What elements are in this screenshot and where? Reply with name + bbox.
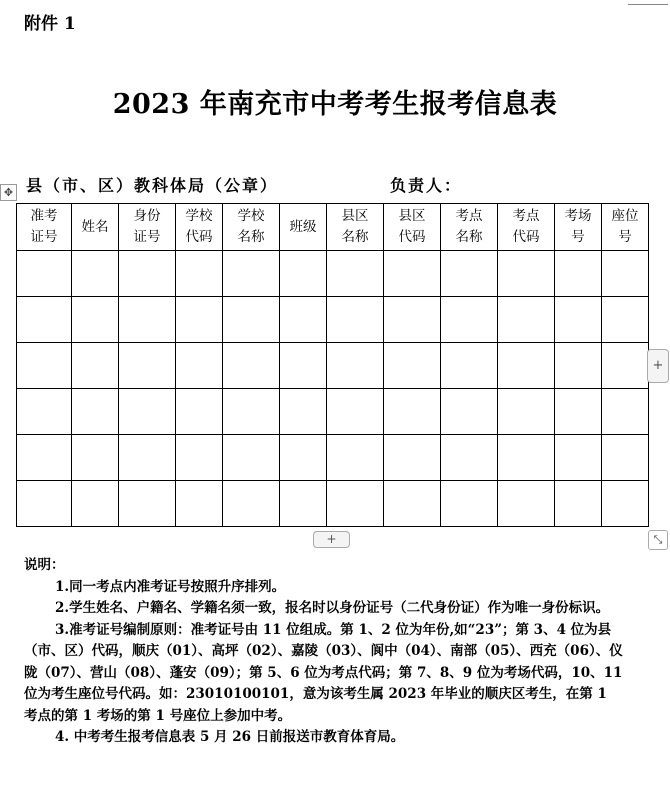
table-header-row [17,204,649,251]
column-header [17,204,72,251]
table-cell[interactable] [327,297,384,343]
column-header-text: 县区 [341,208,369,224]
table-cell[interactable] [602,251,649,297]
responsible-person-label: 负责人： [390,176,463,195]
table-cell[interactable] [119,435,176,481]
table-cell[interactable] [384,481,441,527]
table-cell[interactable] [327,343,384,389]
table-row [17,389,649,435]
issuing-unit-label: 县（市、区）教科体局（公章） [26,176,279,195]
column-header-text: 姓名 [81,218,109,235]
column-header-text: 考点 [512,208,540,224]
column-header-text: 代码 [185,229,213,245]
column-header [602,204,649,251]
column-header [441,204,498,251]
table-row [17,481,649,527]
table-cell[interactable] [280,251,327,297]
table-cell[interactable] [280,435,327,481]
column-header-text: 县区 [398,208,426,224]
table-cell[interactable] [72,251,119,297]
table-cell[interactable] [498,389,555,435]
table-cell[interactable] [119,343,176,389]
table-cell[interactable] [17,297,72,343]
table-cell[interactable] [498,297,555,343]
table-cell[interactable] [555,343,602,389]
table-cell[interactable] [223,297,280,343]
table-cell[interactable] [72,297,119,343]
table-cell[interactable] [72,435,119,481]
column-header-text: 学校 [237,208,265,224]
table-cell[interactable] [498,251,555,297]
table-cell[interactable] [72,343,119,389]
add-column-icon[interactable]: + [647,349,669,383]
table-cell[interactable] [555,435,602,481]
table-cell[interactable] [119,251,176,297]
column-header-text: 证号 [133,229,161,245]
table-cell[interactable] [441,343,498,389]
table-cell[interactable] [176,435,223,481]
table-cell[interactable] [176,343,223,389]
column-header-text: 准考 [30,208,58,224]
table-cell[interactable] [602,343,649,389]
table-cell[interactable] [119,297,176,343]
table-cell[interactable] [327,389,384,435]
column-header [384,204,441,251]
table-cell[interactable] [441,297,498,343]
table-cell[interactable] [223,343,280,389]
table-cell[interactable] [72,389,119,435]
table-cell[interactable] [602,481,649,527]
table-cell[interactable] [555,297,602,343]
table-resize-icon[interactable]: ⤡ [648,530,668,550]
table-cell[interactable] [602,389,649,435]
table-cell[interactable] [176,481,223,527]
note-item: 2.学生姓名、户籍名、学籍名须一致，报名时以身份证号（二代身份证）作为唯一身份标识。 [55,600,610,616]
table-cell[interactable] [602,435,649,481]
note-item: 4. 中考考生报考信息表 5 月 26 日前报送市教育体育局。 [55,729,405,745]
table-cell[interactable] [498,343,555,389]
table-cell[interactable] [441,251,498,297]
table-cell[interactable] [223,435,280,481]
page-corner-mark [628,0,668,5]
notes-heading: 说明： [24,557,65,573]
table-cell[interactable] [384,389,441,435]
table-row [17,435,649,481]
table-cell[interactable] [441,389,498,435]
table-cell[interactable] [176,389,223,435]
column-header-text: 身份 [133,208,161,224]
table-cell[interactable] [72,481,119,527]
table-cell[interactable] [17,435,72,481]
table-row [17,297,649,343]
table-cell[interactable] [384,343,441,389]
column-header-text: 学校 [185,208,213,224]
table-cell[interactable] [280,389,327,435]
table-cell[interactable] [498,435,555,481]
table-cell[interactable] [498,481,555,527]
table-cell[interactable] [602,297,649,343]
column-header-text: 名称 [237,229,265,245]
column-header [223,204,280,251]
column-header-text: 名称 [341,229,369,245]
column-header-text: 班级 [289,218,317,235]
attachment-label: 附件 1 [24,14,76,34]
note-item: 3.准考证号编制原则：准考证号由 11 位组成。第 1、2 位为年份,如“23”；第 3、4 位为县（市、区）代码，顺庆（01）、高坪（02）、嘉陵（03）、阆中（04）、南部（05）、西充（06）、仪陇（07）、营山（08）、蓬安（09）；第 5、6 位为考点代码；第 7、8、9 位为考场代码，10、11 位为考生座位号代码。如：23010100101，意为该考生属 2023 年毕业的顺庆区考生，在第 1 考点的第 1 考场的第 1 号座位上参加中考。 [24,621,623,724]
column-header [72,204,119,251]
add-row-icon[interactable]: + [313,531,350,548]
table-cell[interactable] [384,435,441,481]
table-cell[interactable] [280,343,327,389]
table-cell[interactable] [555,251,602,297]
page-title: 2023 年南充市中考考生报考信息表 [112,89,558,120]
table-cell[interactable] [280,297,327,343]
registration-info-table [16,203,649,527]
column-header-text: 座位 [611,208,639,224]
table-cell[interactable] [441,435,498,481]
table-move-handle-icon[interactable]: ✥ [0,184,17,201]
column-header [176,204,223,251]
table-cell[interactable] [176,297,223,343]
table-cell[interactable] [223,481,280,527]
table-cell[interactable] [119,389,176,435]
table-cell[interactable] [280,481,327,527]
notes-section [24,555,624,749]
table-cell[interactable] [223,251,280,297]
column-header-text: 名称 [455,229,483,245]
table-cell[interactable] [223,389,280,435]
note-item: 1.同一考点内准考证号按照升序排列。 [55,578,286,595]
table-cell[interactable] [17,251,72,297]
column-header [555,204,602,251]
column-header-text: 代码 [512,229,540,245]
column-header [280,204,327,251]
table-cell[interactable] [17,389,72,435]
table-cell[interactable] [17,481,72,527]
column-header-text: 考点 [455,208,483,224]
table-row [17,343,649,389]
table-cell[interactable] [327,481,384,527]
column-header-text: 代码 [398,229,426,245]
table-cell[interactable] [119,481,176,527]
column-header-text: 考场 [564,208,592,224]
column-header [498,204,555,251]
table-cell[interactable] [555,389,602,435]
table-body [17,251,649,527]
column-header-text: 证号 [30,229,58,245]
table-cell[interactable] [176,251,223,297]
table-cell[interactable] [17,343,72,389]
table-cell[interactable] [327,251,384,297]
table-cell[interactable] [555,481,602,527]
column-header [119,204,176,251]
table-cell[interactable] [384,297,441,343]
column-header [327,204,384,251]
column-header-text: 号 [571,229,585,245]
table-cell[interactable] [441,481,498,527]
table-cell[interactable] [327,435,384,481]
column-header-text: 号 [618,229,632,245]
table-cell[interactable] [384,251,441,297]
table-row [17,251,649,297]
